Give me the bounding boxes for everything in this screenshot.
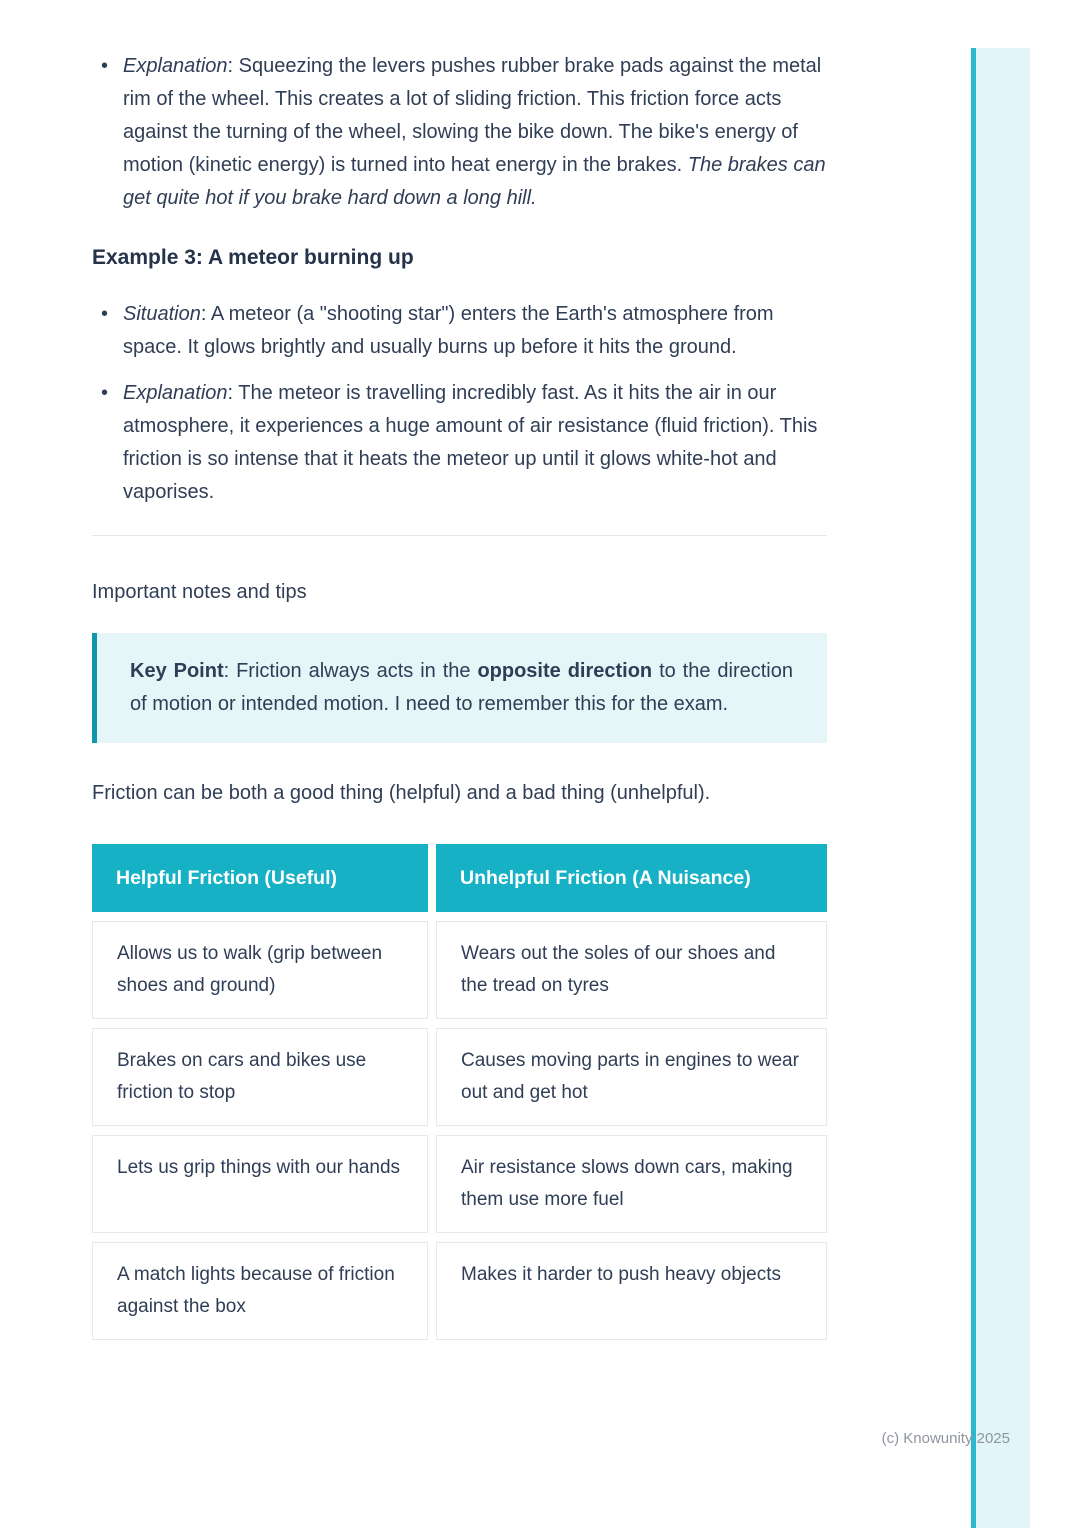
- table-cell: Brakes on cars and bikes use friction to stop: [92, 1028, 428, 1126]
- table-cell: Lets us grip things with our hands: [92, 1135, 428, 1233]
- intro-paragraph: Friction can be both a good thing (helpful) and a bad thing (unhelpful).: [92, 782, 711, 804]
- side-stripe: [976, 48, 1030, 1528]
- meteor-bullet-list: [92, 298, 827, 509]
- keypoint-text-a: : Friction always acts in the: [223, 660, 478, 682]
- footer-credit: (c) Knowunity 2025: [881, 1430, 1010, 1447]
- bullet-item-situation: [92, 298, 827, 364]
- friction-table: [92, 844, 827, 1340]
- keypoint-bold: opposite direction: [477, 660, 653, 682]
- table-header-helpful: Helpful Friction (Useful): [92, 844, 428, 912]
- example-heading: Example 3: A meteor burning up: [92, 246, 414, 269]
- explanation-bullet-list: [92, 50, 827, 215]
- bullet-text: : The meteor is travelling incredibly fast. As it hits the air in our atmosphere, it experiences a huge amount of air resistance (fluid friction). This friction is so intense that it heats the meteor up until it glows white-hot and vaporises.: [123, 382, 818, 503]
- table-cell: Makes it harder to push heavy objects: [436, 1242, 827, 1340]
- bullet-label: Situation: [123, 303, 201, 325]
- table-cell: Causes moving parts in engines to wear out and get hot: [436, 1028, 827, 1126]
- table-cell: A match lights because of friction against the box: [92, 1242, 428, 1340]
- bullet-label: Explanation: [123, 382, 228, 404]
- table-cell: Air resistance slows down cars, making them use more fuel: [436, 1135, 827, 1233]
- bullet-item-explanation-bike: [92, 50, 827, 215]
- bullet-item-explanation-meteor: [92, 377, 827, 509]
- notes-title: Important notes and tips: [92, 581, 307, 603]
- table-header-unhelpful: Unhelpful Friction (A Nuisance): [436, 844, 827, 912]
- bullet-label: Explanation: [123, 55, 228, 77]
- section-divider: [92, 535, 827, 536]
- bullet-text: : Squeezing the levers pushes rubber brake pads against the metal rim of the wheel. This creates a lot of sliding friction. This friction force acts against the turning of the wheel, slowing the bike down. The bike's energy of motion (kinetic energy) is turned into heat energy in the brakes.: [123, 55, 822, 176]
- bullet-text: : A meteor (a "shooting star") enters the Earth's atmosphere from space. It glows brightly and usually burns up before it hits the ground.: [123, 303, 774, 358]
- bullet-italic-tail: The brakes can get quite hot if you brake hard down a long hill.: [123, 154, 826, 209]
- page-content: [92, 50, 827, 1340]
- keypoint-text-b: to the direction of motion or intended motion. I need to remember this for the exam.: [130, 660, 793, 715]
- table-cell: Wears out the soles of our shoes and the tread on tyres: [436, 921, 827, 1019]
- keypoint-label: Key Point: [130, 660, 224, 682]
- keypoint-callout: [92, 633, 827, 743]
- table-cell: Allows us to walk (grip between shoes and ground): [92, 921, 428, 1019]
